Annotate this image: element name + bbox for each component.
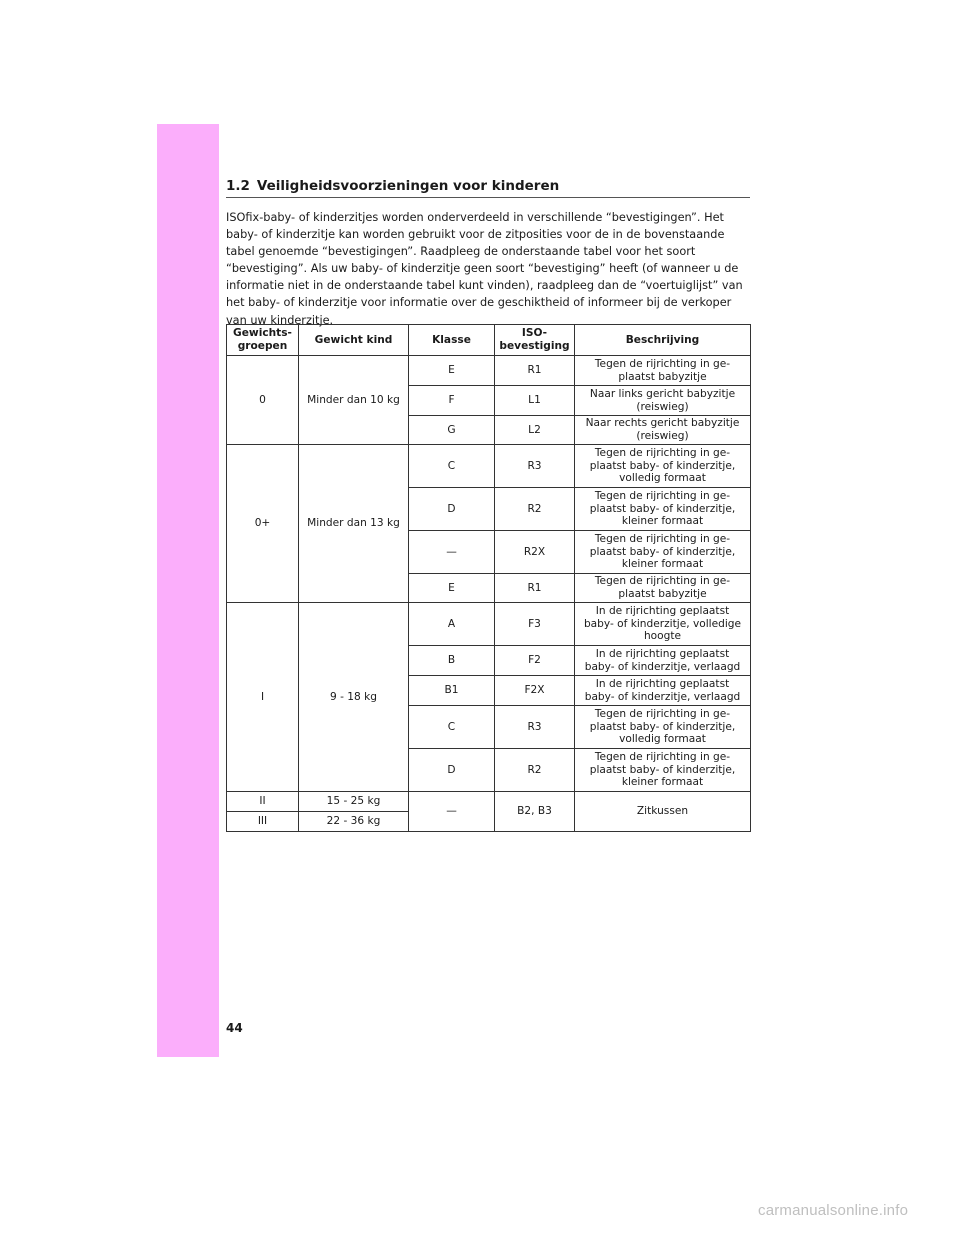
weight-group-cell: II xyxy=(227,792,299,812)
section-title: Veiligheidsvoorzieningen voor kinderen xyxy=(256,178,560,194)
table-row xyxy=(227,603,751,646)
section-heading xyxy=(226,178,750,198)
table-header-row xyxy=(227,325,751,356)
child-weight-cell: Minder dan 13 kg xyxy=(299,445,409,603)
description-cell: In de rijrichting geplaatst baby- of kinderzitje, volledige hoogte xyxy=(575,603,751,646)
iso-fixation-cell: R2 xyxy=(495,488,575,531)
description-cell: Tegen de rijrichting in ge- plaatst baby- of kinderzitje, kleiner formaat xyxy=(575,488,751,531)
child-weight-cell: 22 - 36 kg xyxy=(299,812,409,832)
iso-fixation-cell: L2 xyxy=(495,416,575,445)
child-weight-cell: Minder dan 10 kg xyxy=(299,356,409,445)
description-cell: Zitkussen xyxy=(575,792,751,832)
weight-group-cell: 0+ xyxy=(227,445,299,603)
iso-fixation-cell: R2 xyxy=(495,749,575,792)
table-row xyxy=(227,356,751,386)
iso-fixation-cell: R1 xyxy=(495,574,575,603)
class-cell: — xyxy=(409,531,495,574)
child-weight-cell: 9 - 18 kg xyxy=(299,603,409,792)
class-cell: C xyxy=(409,445,495,488)
weight-group-cell: 0 xyxy=(227,356,299,445)
chapter-side-tab xyxy=(157,124,219,1057)
table-row xyxy=(227,445,751,488)
iso-fixation-cell: R3 xyxy=(495,706,575,749)
iso-fixation-cell: R3 xyxy=(495,445,575,488)
class-cell: F xyxy=(409,386,495,416)
child-weight-cell: 15 - 25 kg xyxy=(299,792,409,812)
description-cell: Tegen de rijrichting in ge- plaatst babyzitje xyxy=(575,574,751,603)
watermark: carmanualsonline.info xyxy=(758,1202,909,1219)
description-cell: In de rijrichting geplaatst baby- of kinderzitje, verlaagd xyxy=(575,676,751,706)
class-cell: B1 xyxy=(409,676,495,706)
description-cell: Tegen de rijrichting in ge- plaatst baby- of kinderzitje, kleiner formaat xyxy=(575,531,751,574)
class-cell: C xyxy=(409,706,495,749)
class-cell: D xyxy=(409,488,495,531)
iso-fixation-cell: F3 xyxy=(495,603,575,646)
class-cell: E xyxy=(409,574,495,603)
section-number: 1.2 xyxy=(226,178,250,194)
description-cell: Tegen de rijrichting in ge- plaatst babyzitje xyxy=(575,356,751,386)
iso-fixation-cell: B2, B3 xyxy=(495,792,575,832)
class-cell: A xyxy=(409,603,495,646)
class-cell: D xyxy=(409,749,495,792)
class-cell: — xyxy=(409,792,495,832)
intro-paragraph: ISOfix-baby- of kinderzitjes worden onderverdeeld in verschillende “bevestigingen”. Het baby- of kinderzitje kan worden gebruikt voor de zitposities voor de in de bovenstaande tabel genoemde “bevestigingen”. Raadpleeg de onderstaande tabel voor het soort “bevestiging”. Als uw baby- of kinderzitje geen soort “bevestiging” heeft (of wanneer u de informatie niet in de onderstaande tabel kunt vinden), raadpleeg dan de “voertuiglijst” van het baby- of kinderzitje voor informatie over de geschiktheid of informeer bij de verkoper van uw kinderzitje. xyxy=(226,211,743,327)
table-body xyxy=(227,356,751,832)
iso-fixation-cell: R1 xyxy=(495,356,575,386)
description-cell: In de rijrichting geplaatst baby- of kinderzitje, verlaagd xyxy=(575,646,751,676)
column-header: Gewichts- groepen xyxy=(227,325,299,356)
column-header: ISO- bevestiging xyxy=(495,325,575,356)
description-cell: Tegen de rijrichting in ge- plaatst baby- of kinderzitje, kleiner formaat xyxy=(575,749,751,792)
class-cell: B xyxy=(409,646,495,676)
iso-fixation-cell: R2X xyxy=(495,531,575,574)
column-header: Gewicht kind xyxy=(299,325,409,356)
fixation-table xyxy=(226,324,751,832)
column-header: Beschrijving xyxy=(575,325,751,356)
description-cell: Naar rechts gericht babyzitje (reiswieg) xyxy=(575,416,751,445)
column-header: Klasse xyxy=(409,325,495,356)
iso-fixation-cell: F2 xyxy=(495,646,575,676)
weight-group-cell: III xyxy=(227,812,299,832)
weight-group-cell: I xyxy=(227,603,299,792)
class-cell: G xyxy=(409,416,495,445)
page-number: 44 xyxy=(226,1021,243,1035)
description-cell: Naar links gericht babyzitje (reiswieg) xyxy=(575,386,751,416)
class-cell: E xyxy=(409,356,495,386)
iso-fixation-cell: L1 xyxy=(495,386,575,416)
description-cell: Tegen de rijrichting in ge- plaatst baby- of kinderzitje, volledig formaat xyxy=(575,706,751,749)
description-cell: Tegen de rijrichting in ge- plaatst baby- of kinderzitje, volledig formaat xyxy=(575,445,751,488)
iso-fixation-cell: F2X xyxy=(495,676,575,706)
table-row xyxy=(227,792,751,812)
